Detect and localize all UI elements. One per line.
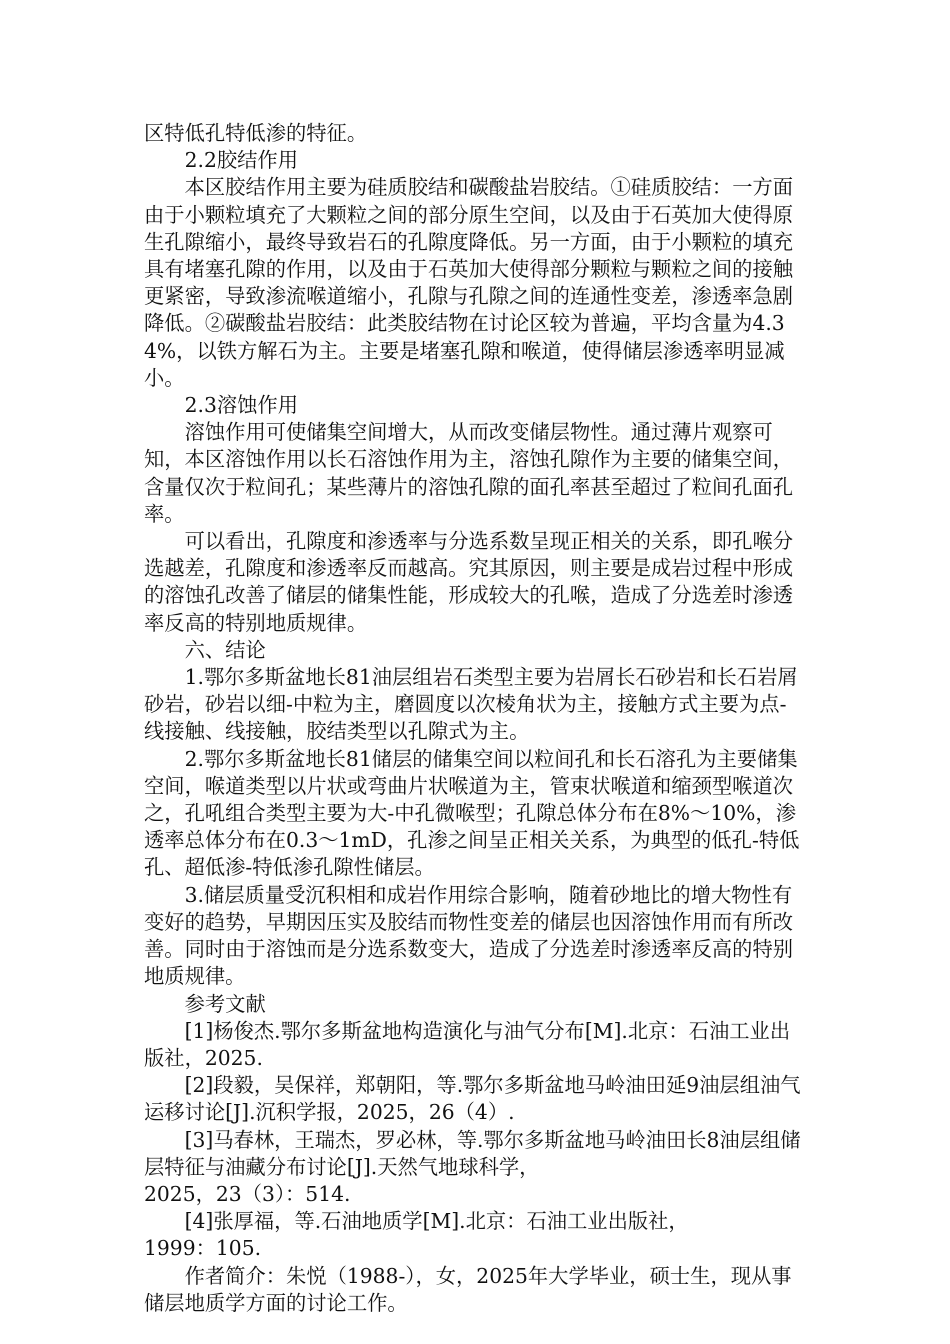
author-bio: 作者简介：朱悦（1988-），女，2025年大学毕业，硕士生，现从事储层地质学方面的讨论工作。 — [144, 1263, 792, 1315]
paragraph-sorting-analysis: 可以看出，孔隙度和渗透率与分选系数呈现正相关的关系，即孔喉分选越差，孔隙度和渗透率反而越高。究其原因，则主要是成岩过程中形成的溶蚀孔改善了储层的储集性能，形成较大的孔喉，造成了分选差时渗透率反高的特别地质规律。 — [144, 529, 794, 635]
paragraph-dissolution: 溶蚀作用可使储集空间增大，从而改变储层物性。通过薄片观察可知，本区溶蚀作用以长石溶蚀作用为主，溶蚀孔隙作为主要的储集空间，含量仅次于粒间孔；某些薄片的溶蚀孔隙的面孔率甚至超过了粒间孔面孔率。 — [144, 420, 794, 526]
conclusion-item-1: 1.鄂尔多斯盆地长81油层组岩石类型主要为岩屑长石砂岩和长石岩屑砂岩，砂岩以细-中粒为主，磨圆度以次棱角状为主，接触方式主要为点-线接触、线接触，胶结类型以孔隙式为主。 — [144, 665, 798, 744]
paragraph-continuation: 区特低孔特低渗的特征。 — [144, 121, 368, 145]
conclusion-item-2: 2.鄂尔多斯盆地长81储层的储集空间以粒间孔和长石溶孔为主要储集空间，喉道类型以片状或弯曲片状喉道为主，管束状喉道和缩颈型喉道次之，孔吼组合类型主要为大-中孔微喉型；孔隙总体分布在8%～10%，渗透率总体分布在0.3～1mD，孔渗之间呈正相关关系，为典型的低孔-特低孔、超低渗-特低渗孔隙性储层。 — [144, 746, 800, 880]
reference-2: [2]段毅，吴保祥，郑朝阳，等.鄂尔多斯盆地马岭油田延9油层组油气运移讨论[J].沉积学报，2025，26（4）. — [144, 1073, 801, 1125]
section-heading-conclusion: 六、结论 — [184, 637, 266, 662]
section-heading-cementation: 2.2胶结作用 — [184, 148, 298, 173]
paragraph-cementation: 本区胶结作用主要为硅质胶结和碳酸盐岩胶结。①硅质胶结：一方面由于小颗粒填充了大颗粒之间的部分原生空间，以及由于石英加大使得原生孔隙缩小，最终导致岩石的孔隙度降低。另一方面，由于小颗粒的填充具有堵塞孔隙的作用，以及由于石英加大使得部分颗粒与颗粒之间的接触更紧密，导致渗流喉道缩小，孔隙与孔隙之间的连通性变差，渗透率急剧降低。②碳酸盐岩胶结：此类胶结物在讨论区较为普遍，平均含量为4.34%，以铁方解石为主。主要是堵塞孔隙和喉道，使得储层渗透率明显减小。 — [144, 175, 794, 390]
reference-3: [3]马春林，王瑞杰，罗必林，等.鄂尔多斯盆地马岭油田长8油层组储层特征与油藏分布讨论[J].天然气地球科学， 2025，23（3）：514. — [144, 1127, 801, 1206]
document-body — [144, 120, 804, 1317]
section-heading-references: 参考文献 — [184, 991, 266, 1016]
reference-4: [4]张厚福，等.石油地质学[M].北京：石油工业出版社， 1999：105. — [144, 1209, 689, 1261]
section-heading-dissolution: 2.3溶蚀作用 — [184, 393, 298, 418]
conclusion-item-3: 3.储层质量受沉积相和成岩作用综合影响，随着砂地比的增大物性有变好的趋势，早期因压实及胶结而物性变差的储层也因溶蚀作用而有所改善。同时由于溶蚀而是分选系数变大，造成了分选差时渗透率反高的特别地质规律。 — [144, 882, 794, 989]
reference-1: [1]杨俊杰.鄂尔多斯盆地构造演化与油气分布[M].北京：石油工业出版社，2025. — [144, 1018, 791, 1070]
